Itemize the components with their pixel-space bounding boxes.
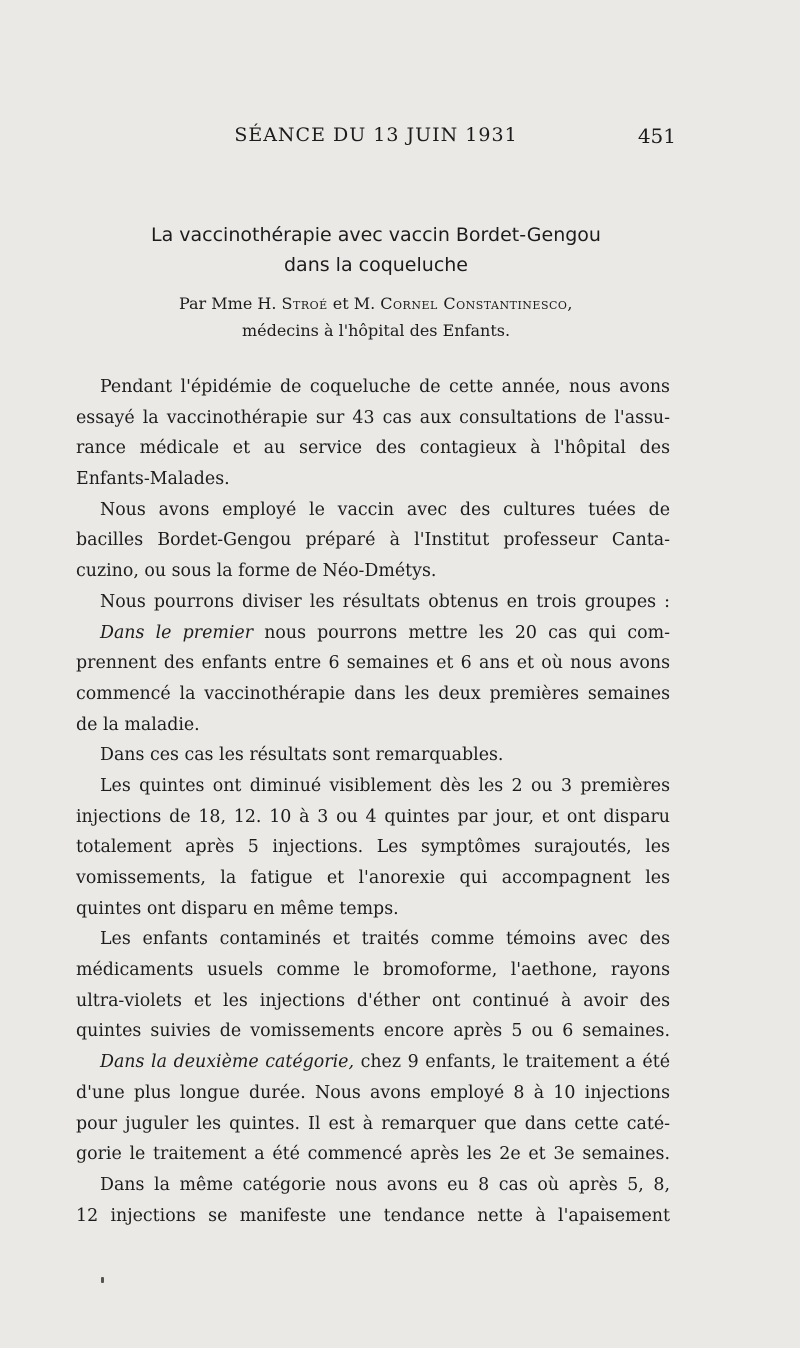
- authors-mid: et M.: [327, 294, 381, 313]
- body-line: [76, 587, 670, 618]
- line-text: de la maladie.: [76, 714, 200, 735]
- body-line: [76, 1078, 670, 1109]
- article-title-line-2: dans la coqueluche: [283, 254, 468, 276]
- line-text: rance médicale et au service des contagieux à l'hôpital des: [76, 438, 670, 459]
- line-text: Enfants-Malades.: [76, 469, 230, 490]
- line-text: commencé la vaccinothérapie dans les deux premières semaines: [76, 683, 670, 704]
- body-line: [76, 648, 670, 679]
- authors-line: [76, 290, 676, 317]
- line-text: vomissements, la fatigue et l'anorexie qui accompagnent les: [76, 868, 670, 888]
- line-text: prennent des enfants entre 6 semaines et 6 ans et où nous avons: [76, 653, 670, 674]
- body-line: [76, 986, 670, 1017]
- ink-speck: [101, 1277, 104, 1283]
- line-text: Dans ces cas les résultats sont remarquables.: [100, 745, 504, 766]
- body-line: [76, 372, 670, 403]
- body-line: [76, 710, 670, 741]
- body-line: [76, 495, 670, 526]
- line-text: bacilles Bordet-Gengou préparé à l'Institut professeur Canta-: [76, 530, 670, 551]
- line-text: ultra-violets et les injections d'éther ont continué à avoir des: [76, 990, 670, 1011]
- article-title-line-1: La vaccinothérapie avec vaccin Bordet-Gengou: [151, 224, 601, 246]
- line-text: quintes ont disparu en même temps.: [76, 898, 399, 919]
- line-text: chez 9 enfants, le traitement a été: [353, 1052, 670, 1073]
- body-line: [76, 1139, 670, 1170]
- body-line: [76, 525, 670, 556]
- body-line: [76, 894, 670, 925]
- body-line: [76, 1201, 670, 1232]
- body-line: [76, 433, 670, 464]
- body-line: [76, 832, 670, 863]
- body-line: [76, 464, 670, 495]
- line-text: totalement après 5 injections. Les symptômes surajoutés, les: [76, 837, 670, 858]
- page-header: [76, 124, 676, 154]
- line-text: Les quintes ont diminué visiblement dès les 2 ou 3 premières: [100, 775, 670, 796]
- line-text: Pendant l'épidémie de coqueluche de cette année, nous avons: [100, 377, 670, 397]
- line-text: 12 injections se manifeste une tendance nette à l'apaisement: [76, 1205, 670, 1226]
- line-text: pour juguler les quintes. Il est à remarquer que dans cette caté-: [76, 1113, 670, 1134]
- body-line: [76, 1109, 670, 1140]
- body-line: [76, 679, 670, 710]
- line-text: essayé la vaccinothérapie sur 43 cas aux consultations de l'assu-: [76, 407, 670, 428]
- body-line: [76, 556, 670, 587]
- body-line: [76, 1170, 670, 1201]
- body-line: [76, 1047, 670, 1078]
- body-line: [76, 618, 670, 649]
- affiliation: médecins à l'hôpital des Enfants.: [241, 321, 511, 340]
- page-number: 451: [637, 124, 676, 148]
- line-text: Nous pourrons diviser les résultats obtenus en trois groupes :: [100, 591, 670, 612]
- line-text: cuzino, ou sous la forme de Néo-Dmétys.: [76, 561, 437, 582]
- body-line: [76, 403, 670, 434]
- body-line: [76, 955, 670, 986]
- body-line: [76, 1016, 670, 1047]
- author-2: Cornel Constantinesco,: [380, 294, 574, 313]
- body-line: [76, 771, 670, 802]
- body-line: [76, 802, 670, 833]
- article-body: [76, 372, 670, 1231]
- line-text: gorie le traitement a été commencé après les 2e et 3e semaines.: [76, 1144, 670, 1165]
- line-text: injections de 18, 12. 10 à 3 ou 4 quintes par jour, et ont disparu: [76, 806, 670, 827]
- author-1: Stroé: [281, 294, 328, 313]
- body-line: [76, 924, 670, 955]
- line-text: quintes suivies de vomissements encore après 5 ou 6 semaines.: [76, 1021, 670, 1042]
- line-text: nous pourrons mettre les 20 cas qui com-: [253, 622, 670, 643]
- running-title: SÉANCE DU 13 JUIN 1931: [234, 124, 518, 146]
- authors-prefix: Par Mme H.: [178, 294, 282, 313]
- italic-heading: Dans la deuxième catégorie,: [100, 1052, 354, 1073]
- italic-heading: Dans le premier: [100, 622, 254, 643]
- line-text: Dans la même catégorie nous avons eu 8 cas où après 5, 8,: [100, 1174, 670, 1195]
- line-text: médicaments usuels comme le bromoforme, l'aethone, rayons: [76, 960, 670, 981]
- line-text: d'une plus longue durée. Nous avons employé 8 à 10 injections: [76, 1082, 670, 1103]
- body-line: [76, 740, 670, 771]
- line-text: Les enfants contaminés et traités comme témoins avec des: [100, 929, 670, 950]
- line-text: Nous avons employé le vaccin avec des cultures tuées de: [100, 499, 670, 520]
- body-line: [76, 863, 670, 894]
